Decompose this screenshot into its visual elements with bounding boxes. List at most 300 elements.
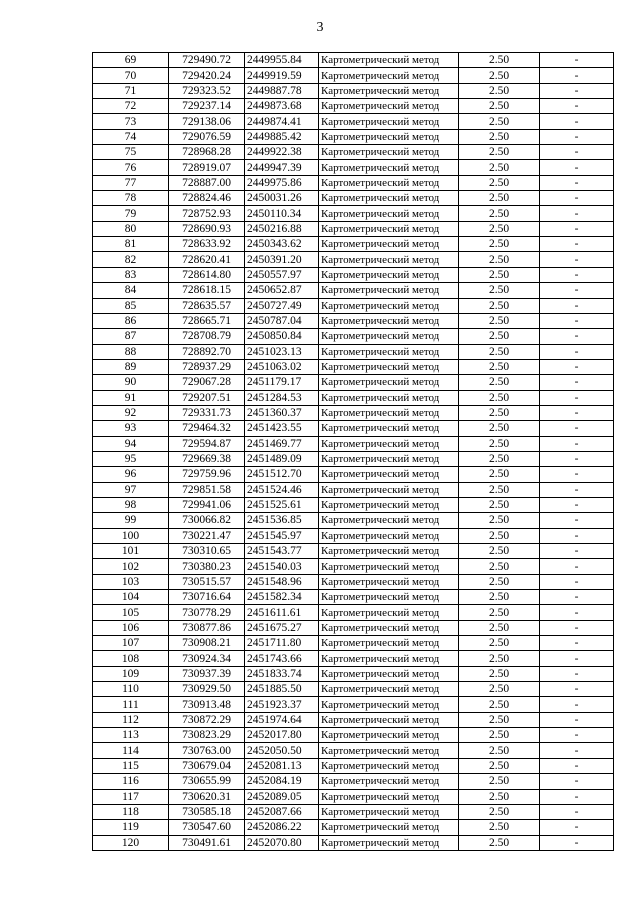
x-coordinate-cell: 728665.71 xyxy=(169,313,245,328)
accuracy-cell: 2.50 xyxy=(459,636,540,651)
accuracy-cell: 2.50 xyxy=(459,497,540,512)
y-coordinate-cell: 2452070.80 xyxy=(245,835,319,850)
x-coordinate-cell: 728635.57 xyxy=(169,298,245,313)
table-row xyxy=(93,804,614,819)
coordinates-table-body xyxy=(93,53,614,851)
description-cell: - xyxy=(540,712,614,727)
table-row xyxy=(93,160,614,175)
accuracy-cell: 2.50 xyxy=(459,590,540,605)
method-cell: Картометрический метод xyxy=(319,206,459,221)
point-number-cell: 110 xyxy=(93,682,169,697)
method-cell: Картометрический метод xyxy=(319,697,459,712)
x-coordinate-cell: 729594.87 xyxy=(169,436,245,451)
table-row xyxy=(93,329,614,344)
point-number-cell: 87 xyxy=(93,329,169,344)
point-number-cell: 75 xyxy=(93,145,169,160)
y-coordinate-cell: 2449975.86 xyxy=(245,175,319,190)
y-coordinate-cell: 2451423.55 xyxy=(245,421,319,436)
x-coordinate-cell: 729237.14 xyxy=(169,99,245,114)
accuracy-cell: 2.50 xyxy=(459,390,540,405)
x-coordinate-cell: 730380.23 xyxy=(169,559,245,574)
point-number-cell: 88 xyxy=(93,344,169,359)
accuracy-cell: 2.50 xyxy=(459,160,540,175)
table-row xyxy=(93,313,614,328)
table-row xyxy=(93,528,614,543)
description-cell: - xyxy=(540,513,614,528)
accuracy-cell: 2.50 xyxy=(459,482,540,497)
accuracy-cell: 2.50 xyxy=(459,375,540,390)
x-coordinate-cell: 730872.29 xyxy=(169,712,245,727)
method-cell: Картометрический метод xyxy=(319,221,459,236)
y-coordinate-cell: 2452050.50 xyxy=(245,743,319,758)
accuracy-cell: 2.50 xyxy=(459,175,540,190)
method-cell: Картометрический метод xyxy=(319,329,459,344)
x-coordinate-cell: 729420.24 xyxy=(169,68,245,83)
x-coordinate-cell: 729851.58 xyxy=(169,482,245,497)
x-coordinate-cell: 730515.57 xyxy=(169,574,245,589)
method-cell: Картометрический метод xyxy=(319,344,459,359)
point-number-cell: 120 xyxy=(93,835,169,850)
description-cell: - xyxy=(540,728,614,743)
x-coordinate-cell: 728892.70 xyxy=(169,344,245,359)
x-coordinate-cell: 730585.18 xyxy=(169,804,245,819)
description-cell: - xyxy=(540,820,614,835)
method-cell: Картометрический метод xyxy=(319,298,459,313)
y-coordinate-cell: 2451540.03 xyxy=(245,559,319,574)
accuracy-cell: 2.50 xyxy=(459,574,540,589)
description-cell: - xyxy=(540,344,614,359)
method-cell: Картометрический метод xyxy=(319,129,459,144)
table-row xyxy=(93,191,614,206)
description-cell: - xyxy=(540,590,614,605)
description-cell: - xyxy=(540,313,614,328)
x-coordinate-cell: 730066.82 xyxy=(169,513,245,528)
y-coordinate-cell: 2450031.26 xyxy=(245,191,319,206)
accuracy-cell: 2.50 xyxy=(459,129,540,144)
description-cell: - xyxy=(540,375,614,390)
accuracy-cell: 2.50 xyxy=(459,467,540,482)
description-cell: - xyxy=(540,682,614,697)
accuracy-cell: 2.50 xyxy=(459,421,540,436)
y-coordinate-cell: 2452084.19 xyxy=(245,774,319,789)
table-row xyxy=(93,758,614,773)
description-cell: - xyxy=(540,83,614,98)
point-number-cell: 101 xyxy=(93,544,169,559)
method-cell: Картометрический метод xyxy=(319,451,459,466)
point-number-cell: 96 xyxy=(93,467,169,482)
accuracy-cell: 2.50 xyxy=(459,313,540,328)
x-coordinate-cell: 728968.28 xyxy=(169,145,245,160)
y-coordinate-cell: 2449919.59 xyxy=(245,68,319,83)
method-cell: Картометрический метод xyxy=(319,728,459,743)
point-number-cell: 77 xyxy=(93,175,169,190)
table-row xyxy=(93,359,614,374)
x-coordinate-cell: 730221.47 xyxy=(169,528,245,543)
point-number-cell: 105 xyxy=(93,605,169,620)
table-row xyxy=(93,789,614,804)
y-coordinate-cell: 2450391.20 xyxy=(245,252,319,267)
table-row xyxy=(93,835,614,850)
y-coordinate-cell: 2450110.34 xyxy=(245,206,319,221)
point-number-cell: 85 xyxy=(93,298,169,313)
description-cell: - xyxy=(540,666,614,681)
description-cell: - xyxy=(540,114,614,129)
accuracy-cell: 2.50 xyxy=(459,620,540,635)
point-number-cell: 71 xyxy=(93,83,169,98)
point-number-cell: 115 xyxy=(93,758,169,773)
description-cell: - xyxy=(540,774,614,789)
x-coordinate-cell: 730763.00 xyxy=(169,743,245,758)
y-coordinate-cell: 2450850.84 xyxy=(245,329,319,344)
point-number-cell: 94 xyxy=(93,436,169,451)
table-row xyxy=(93,651,614,666)
point-number-cell: 76 xyxy=(93,160,169,175)
table-row xyxy=(93,743,614,758)
table-row xyxy=(93,114,614,129)
accuracy-cell: 2.50 xyxy=(459,359,540,374)
point-number-cell: 108 xyxy=(93,651,169,666)
x-coordinate-cell: 730823.29 xyxy=(169,728,245,743)
x-coordinate-cell: 730929.50 xyxy=(169,682,245,697)
method-cell: Картометрический метод xyxy=(319,559,459,574)
accuracy-cell: 2.50 xyxy=(459,528,540,543)
point-number-cell: 80 xyxy=(93,221,169,236)
point-number-cell: 116 xyxy=(93,774,169,789)
description-cell: - xyxy=(540,421,614,436)
method-cell: Картометрический метод xyxy=(319,313,459,328)
description-cell: - xyxy=(540,436,614,451)
y-coordinate-cell: 2451545.97 xyxy=(245,528,319,543)
method-cell: Картометрический метод xyxy=(319,421,459,436)
y-coordinate-cell: 2450787.04 xyxy=(245,313,319,328)
accuracy-cell: 2.50 xyxy=(459,728,540,743)
point-number-cell: 114 xyxy=(93,743,169,758)
y-coordinate-cell: 2449885.42 xyxy=(245,129,319,144)
y-coordinate-cell: 2451525.61 xyxy=(245,497,319,512)
table-row xyxy=(93,68,614,83)
description-cell: - xyxy=(540,544,614,559)
y-coordinate-cell: 2452089.05 xyxy=(245,789,319,804)
accuracy-cell: 2.50 xyxy=(459,53,540,68)
description-cell: - xyxy=(540,835,614,850)
table-row xyxy=(93,666,614,681)
x-coordinate-cell: 729669.38 xyxy=(169,451,245,466)
y-coordinate-cell: 2451974.64 xyxy=(245,712,319,727)
table-row xyxy=(93,145,614,160)
x-coordinate-cell: 728919.07 xyxy=(169,160,245,175)
x-coordinate-cell: 729207.51 xyxy=(169,390,245,405)
description-cell: - xyxy=(540,758,614,773)
description-cell: - xyxy=(540,221,614,236)
accuracy-cell: 2.50 xyxy=(459,544,540,559)
point-number-cell: 92 xyxy=(93,405,169,420)
accuracy-cell: 2.50 xyxy=(459,114,540,129)
point-number-cell: 86 xyxy=(93,313,169,328)
y-coordinate-cell: 2451512.70 xyxy=(245,467,319,482)
y-coordinate-cell: 2451833.74 xyxy=(245,666,319,681)
table-row xyxy=(93,405,614,420)
description-cell: - xyxy=(540,129,614,144)
table-row xyxy=(93,774,614,789)
x-coordinate-cell: 730310.65 xyxy=(169,544,245,559)
accuracy-cell: 2.50 xyxy=(459,651,540,666)
accuracy-cell: 2.50 xyxy=(459,682,540,697)
y-coordinate-cell: 2449922.38 xyxy=(245,145,319,160)
table-row xyxy=(93,175,614,190)
table-row xyxy=(93,451,614,466)
y-coordinate-cell: 2449887.78 xyxy=(245,83,319,98)
x-coordinate-cell: 728752.93 xyxy=(169,206,245,221)
method-cell: Картометрический метод xyxy=(319,145,459,160)
method-cell: Картометрический метод xyxy=(319,175,459,190)
point-number-cell: 72 xyxy=(93,99,169,114)
table-row xyxy=(93,513,614,528)
y-coordinate-cell: 2451548.96 xyxy=(245,574,319,589)
accuracy-cell: 2.50 xyxy=(459,267,540,282)
description-cell: - xyxy=(540,743,614,758)
table-row xyxy=(93,237,614,252)
x-coordinate-cell: 728690.93 xyxy=(169,221,245,236)
point-number-cell: 79 xyxy=(93,206,169,221)
description-cell: - xyxy=(540,252,614,267)
method-cell: Картометрический метод xyxy=(319,482,459,497)
point-number-cell: 98 xyxy=(93,497,169,512)
accuracy-cell: 2.50 xyxy=(459,451,540,466)
point-number-cell: 73 xyxy=(93,114,169,129)
y-coordinate-cell: 2449955.84 xyxy=(245,53,319,68)
accuracy-cell: 2.50 xyxy=(459,252,540,267)
table-row xyxy=(93,482,614,497)
table-row xyxy=(93,298,614,313)
description-cell: - xyxy=(540,804,614,819)
accuracy-cell: 2.50 xyxy=(459,758,540,773)
method-cell: Картометрический метод xyxy=(319,574,459,589)
x-coordinate-cell: 730716.64 xyxy=(169,590,245,605)
point-number-cell: 78 xyxy=(93,191,169,206)
y-coordinate-cell: 2449874.41 xyxy=(245,114,319,129)
method-cell: Картометрический метод xyxy=(319,68,459,83)
y-coordinate-cell: 2451923.37 xyxy=(245,697,319,712)
x-coordinate-cell: 728633.92 xyxy=(169,237,245,252)
description-cell: - xyxy=(540,175,614,190)
method-cell: Картометрический метод xyxy=(319,283,459,298)
table-row xyxy=(93,682,614,697)
point-number-cell: 82 xyxy=(93,252,169,267)
method-cell: Картометрический метод xyxy=(319,513,459,528)
point-number-cell: 74 xyxy=(93,129,169,144)
point-number-cell: 112 xyxy=(93,712,169,727)
coordinates-table xyxy=(92,52,614,851)
y-coordinate-cell: 2451543.77 xyxy=(245,544,319,559)
x-coordinate-cell: 730491.61 xyxy=(169,835,245,850)
x-coordinate-cell: 730547.60 xyxy=(169,820,245,835)
method-cell: Картометрический метод xyxy=(319,237,459,252)
method-cell: Картометрический метод xyxy=(319,467,459,482)
method-cell: Картометрический метод xyxy=(319,666,459,681)
y-coordinate-cell: 2450652.87 xyxy=(245,283,319,298)
x-coordinate-cell: 728620.41 xyxy=(169,252,245,267)
y-coordinate-cell: 2451489.09 xyxy=(245,451,319,466)
y-coordinate-cell: 2451743.66 xyxy=(245,651,319,666)
description-cell: - xyxy=(540,359,614,374)
description-cell: - xyxy=(540,206,614,221)
x-coordinate-cell: 729464.32 xyxy=(169,421,245,436)
y-coordinate-cell: 2450557.97 xyxy=(245,267,319,282)
y-coordinate-cell: 2451524.46 xyxy=(245,482,319,497)
method-cell: Картометрический метод xyxy=(319,436,459,451)
accuracy-cell: 2.50 xyxy=(459,68,540,83)
description-cell: - xyxy=(540,267,614,282)
description-cell: - xyxy=(540,390,614,405)
point-number-cell: 113 xyxy=(93,728,169,743)
x-coordinate-cell: 729323.52 xyxy=(169,83,245,98)
point-number-cell: 91 xyxy=(93,390,169,405)
description-cell: - xyxy=(540,68,614,83)
y-coordinate-cell: 2451469.77 xyxy=(245,436,319,451)
method-cell: Картометрический метод xyxy=(319,820,459,835)
accuracy-cell: 2.50 xyxy=(459,666,540,681)
table-row xyxy=(93,221,614,236)
table-row xyxy=(93,436,614,451)
x-coordinate-cell: 728887.00 xyxy=(169,175,245,190)
description-cell: - xyxy=(540,559,614,574)
x-coordinate-cell: 730913.48 xyxy=(169,697,245,712)
description-cell: - xyxy=(540,574,614,589)
method-cell: Картометрический метод xyxy=(319,83,459,98)
accuracy-cell: 2.50 xyxy=(459,712,540,727)
x-coordinate-cell: 728824.46 xyxy=(169,191,245,206)
method-cell: Картометрический метод xyxy=(319,99,459,114)
x-coordinate-cell: 729759.96 xyxy=(169,467,245,482)
description-cell: - xyxy=(540,482,614,497)
method-cell: Картометрический метод xyxy=(319,774,459,789)
x-coordinate-cell: 728937.29 xyxy=(169,359,245,374)
table-row xyxy=(93,344,614,359)
accuracy-cell: 2.50 xyxy=(459,743,540,758)
table-row xyxy=(93,283,614,298)
method-cell: Картометрический метод xyxy=(319,53,459,68)
table-row xyxy=(93,590,614,605)
accuracy-cell: 2.50 xyxy=(459,436,540,451)
description-cell: - xyxy=(540,283,614,298)
point-number-cell: 106 xyxy=(93,620,169,635)
description-cell: - xyxy=(540,605,614,620)
method-cell: Картометрический метод xyxy=(319,804,459,819)
method-cell: Картометрический метод xyxy=(319,375,459,390)
y-coordinate-cell: 2452081.13 xyxy=(245,758,319,773)
y-coordinate-cell: 2450216.88 xyxy=(245,221,319,236)
x-coordinate-cell: 729331.73 xyxy=(169,405,245,420)
table-row xyxy=(93,712,614,727)
method-cell: Картометрический метод xyxy=(319,590,459,605)
method-cell: Картометрический метод xyxy=(319,605,459,620)
x-coordinate-cell: 730908.21 xyxy=(169,636,245,651)
y-coordinate-cell: 2451179.17 xyxy=(245,375,319,390)
description-cell: - xyxy=(540,99,614,114)
accuracy-cell: 2.50 xyxy=(459,191,540,206)
method-cell: Картометрический метод xyxy=(319,160,459,175)
accuracy-cell: 2.50 xyxy=(459,774,540,789)
method-cell: Картометрический метод xyxy=(319,544,459,559)
description-cell: - xyxy=(540,620,614,635)
table-row xyxy=(93,497,614,512)
description-cell: - xyxy=(540,497,614,512)
table-row xyxy=(93,252,614,267)
description-cell: - xyxy=(540,528,614,543)
table-row xyxy=(93,83,614,98)
accuracy-cell: 2.50 xyxy=(459,835,540,850)
y-coordinate-cell: 2452087.66 xyxy=(245,804,319,819)
table-row xyxy=(93,467,614,482)
point-number-cell: 117 xyxy=(93,789,169,804)
y-coordinate-cell: 2450343.62 xyxy=(245,237,319,252)
accuracy-cell: 2.50 xyxy=(459,513,540,528)
point-number-cell: 69 xyxy=(93,53,169,68)
method-cell: Картометрический метод xyxy=(319,636,459,651)
table-row xyxy=(93,390,614,405)
point-number-cell: 89 xyxy=(93,359,169,374)
description-cell: - xyxy=(540,789,614,804)
x-coordinate-cell: 729138.06 xyxy=(169,114,245,129)
accuracy-cell: 2.50 xyxy=(459,221,540,236)
y-coordinate-cell: 2451711.80 xyxy=(245,636,319,651)
table-row xyxy=(93,728,614,743)
x-coordinate-cell: 730620.31 xyxy=(169,789,245,804)
accuracy-cell: 2.50 xyxy=(459,283,540,298)
y-coordinate-cell: 2451284.53 xyxy=(245,390,319,405)
x-coordinate-cell: 730924.34 xyxy=(169,651,245,666)
y-coordinate-cell: 2451536.85 xyxy=(245,513,319,528)
description-cell: - xyxy=(540,191,614,206)
table-row xyxy=(93,544,614,559)
x-coordinate-cell: 730778.29 xyxy=(169,605,245,620)
accuracy-cell: 2.50 xyxy=(459,820,540,835)
x-coordinate-cell: 730655.99 xyxy=(169,774,245,789)
description-cell: - xyxy=(540,451,614,466)
x-coordinate-cell: 729941.06 xyxy=(169,497,245,512)
point-number-cell: 84 xyxy=(93,283,169,298)
accuracy-cell: 2.50 xyxy=(459,344,540,359)
y-coordinate-cell: 2449947.39 xyxy=(245,160,319,175)
table-row xyxy=(93,267,614,282)
point-number-cell: 104 xyxy=(93,590,169,605)
table-row xyxy=(93,206,614,221)
method-cell: Картометрический метод xyxy=(319,390,459,405)
table-row xyxy=(93,375,614,390)
point-number-cell: 97 xyxy=(93,482,169,497)
method-cell: Картометрический метод xyxy=(319,497,459,512)
y-coordinate-cell: 2451023.13 xyxy=(245,344,319,359)
table-row xyxy=(93,820,614,835)
method-cell: Картометрический метод xyxy=(319,359,459,374)
accuracy-cell: 2.50 xyxy=(459,559,540,574)
table-row xyxy=(93,99,614,114)
page-number: 3 xyxy=(316,20,324,35)
y-coordinate-cell: 2452086.22 xyxy=(245,820,319,835)
method-cell: Картометрический метод xyxy=(319,114,459,129)
point-number-cell: 99 xyxy=(93,513,169,528)
y-coordinate-cell: 2451582.34 xyxy=(245,590,319,605)
description-cell: - xyxy=(540,298,614,313)
method-cell: Картометрический метод xyxy=(319,267,459,282)
x-coordinate-cell: 730679.04 xyxy=(169,758,245,773)
y-coordinate-cell: 2452017.80 xyxy=(245,728,319,743)
table-row xyxy=(93,620,614,635)
accuracy-cell: 2.50 xyxy=(459,697,540,712)
point-number-cell: 83 xyxy=(93,267,169,282)
point-number-cell: 70 xyxy=(93,68,169,83)
x-coordinate-cell: 729067.28 xyxy=(169,375,245,390)
